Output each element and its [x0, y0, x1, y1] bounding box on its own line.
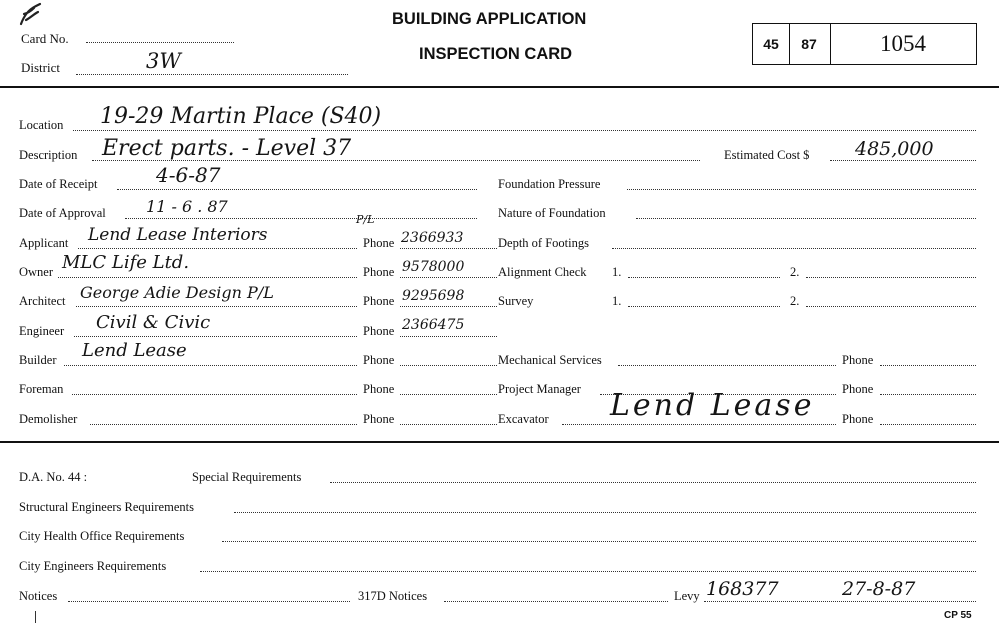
foreman-phone-label: Phone: [363, 382, 395, 396]
location-value: 19-29 Martin Place (S40): [100, 104, 382, 129]
levy-value: 168377: [706, 578, 779, 600]
notices-label: Notices: [19, 589, 58, 603]
demolisher-line: [90, 424, 357, 425]
margin-tick: [35, 611, 36, 623]
builder-value: Lend Lease: [82, 340, 187, 361]
project-manager-phone-label: Phone: [842, 382, 874, 396]
estimated-cost-value: 485,000: [855, 138, 934, 160]
engineer-phone-value: 2366475: [402, 317, 465, 333]
district-line: [76, 74, 348, 75]
applicant-label: Applicant: [19, 236, 69, 250]
depth-of-footings-line: [612, 248, 976, 249]
excavator-phone-line: [880, 424, 976, 425]
survey-2-line: [806, 306, 976, 307]
excavator-phone-label: Phone: [842, 412, 874, 426]
survey-1-label: 1.: [612, 294, 622, 308]
engineer-label: Engineer: [19, 324, 65, 338]
special-requirements-label: Special Requirements: [192, 470, 302, 484]
notices-line: [68, 601, 350, 602]
owner-line: [58, 277, 357, 278]
survey-1-line: [628, 306, 780, 307]
corner-scribble-mark: [18, 2, 44, 28]
architect-line: [76, 306, 357, 307]
owner-phone-value: 9578000: [402, 259, 465, 275]
notices-317d-line: [444, 601, 668, 602]
engineer-value: Civil & Civic: [96, 312, 211, 333]
applicant-phone-value: 2366933: [401, 230, 464, 246]
levy-date: 27-8-87: [842, 578, 916, 600]
city-health-line: [222, 541, 976, 542]
applicant-value: Lend Lease Interiors: [88, 225, 268, 245]
excavator-label: Excavator: [498, 412, 549, 426]
special-requirements-line: [330, 482, 976, 483]
description-label: Description: [19, 148, 78, 162]
city-health-label: City Health Office Requirements: [19, 529, 185, 543]
owner-phone-label: Phone: [363, 265, 395, 279]
district-value: 3W: [146, 49, 181, 73]
owner-label: Owner: [19, 265, 54, 279]
date-of-receipt-value: 4-6-87: [156, 163, 221, 187]
project-manager-label: Project Manager: [498, 382, 581, 396]
location-line: [73, 130, 976, 131]
date-of-approval-label: Date of Approval: [19, 206, 106, 220]
demolisher-label: Demolisher: [19, 412, 78, 426]
survey-label: Survey: [498, 294, 534, 308]
date-of-approval-line: [125, 218, 477, 219]
form-code: CP 55: [944, 610, 972, 621]
foundation-pressure-line: [627, 189, 976, 190]
owner-phone-line: [400, 277, 497, 278]
estimated-cost-label: Estimated Cost $: [724, 148, 810, 162]
alignment-check-label: Alignment Check: [498, 265, 587, 279]
da-no-label: D.A. No. 44 :: [19, 470, 88, 484]
project-manager-value: Lend Lease: [610, 388, 815, 423]
structural-engineers-line: [234, 512, 976, 513]
card-box-2: 87: [788, 23, 831, 65]
mechanical-services-phone-label: Phone: [842, 353, 874, 367]
location-label: Location: [19, 118, 64, 132]
project-manager-phone-line: [880, 394, 976, 395]
demolisher-phone-line: [400, 424, 497, 425]
foundation-pressure-label: Foundation Pressure: [498, 177, 601, 191]
alignment-check-2-line: [806, 277, 976, 278]
survey-2-label: 2.: [790, 294, 800, 308]
date-of-receipt-line: [117, 189, 477, 190]
mechanical-services-label: Mechanical Services: [498, 353, 602, 367]
date-of-approval-value: 11 - 6 . 87: [146, 197, 228, 216]
depth-of-footings-label: Depth of Footings: [498, 236, 589, 250]
architect-phone-value: 9295698: [402, 288, 465, 304]
builder-phone-line: [400, 365, 497, 366]
architect-phone-label: Phone: [363, 294, 395, 308]
estimated-cost-line: [830, 160, 976, 161]
foreman-label: Foreman: [19, 382, 64, 396]
card-number-box: 1054: [830, 23, 977, 65]
architect-label: Architect: [19, 294, 66, 308]
foreman-phone-line: [400, 394, 497, 395]
alignment-check-1-label: 1.: [612, 265, 622, 279]
nature-of-foundation-label: Nature of Foundation: [498, 206, 606, 220]
alignment-check-2-label: 2.: [790, 265, 800, 279]
demolisher-phone-label: Phone: [363, 412, 395, 426]
description-value: Erect parts. - Level 37: [102, 136, 352, 161]
levy-line: [704, 601, 976, 602]
card-box-1: 45: [752, 23, 790, 65]
mechanical-services-phone-line: [880, 365, 976, 366]
notices-317d-label: 317D Notices: [358, 589, 428, 603]
card-no-line: [86, 42, 234, 43]
card-no-label: Card No.: [21, 31, 69, 46]
builder-phone-label: Phone: [363, 353, 395, 367]
architect-phone-line: [400, 306, 497, 307]
builder-line: [64, 365, 357, 366]
owner-value: MLC Life Ltd.: [62, 252, 190, 273]
mechanical-services-line: [618, 365, 836, 366]
engineer-line: [74, 336, 357, 337]
applicant-line: [78, 248, 357, 249]
form-title-line2: INSPECTION CARD: [419, 45, 573, 63]
city-engineers-line: [200, 571, 976, 572]
architect-value: George Adie Design P/L: [80, 283, 274, 302]
header-divider: [0, 86, 999, 88]
alignment-check-1-line: [628, 277, 780, 278]
excavator-line: [562, 424, 836, 425]
levy-label: Levy: [674, 589, 700, 603]
engineer-phone-label: Phone: [363, 324, 395, 338]
nature-of-foundation-line: [636, 218, 976, 219]
district-label: District: [21, 60, 60, 75]
city-engineers-label: City Engineers Requirements: [19, 559, 167, 573]
form-title-line1: BUILDING APPLICATION: [392, 10, 587, 28]
structural-engineers-label: Structural Engineers Requirements: [19, 500, 194, 514]
foreman-line: [72, 394, 357, 395]
engineer-phone-line: [400, 336, 497, 337]
date-of-receipt-label: Date of Receipt: [19, 177, 98, 191]
section-divider: [0, 441, 999, 443]
builder-label: Builder: [19, 353, 57, 367]
applicant-phone-line: [400, 248, 497, 249]
applicant-phone-label: Phone: [363, 236, 395, 250]
applicant-note: P/L: [356, 213, 375, 226]
